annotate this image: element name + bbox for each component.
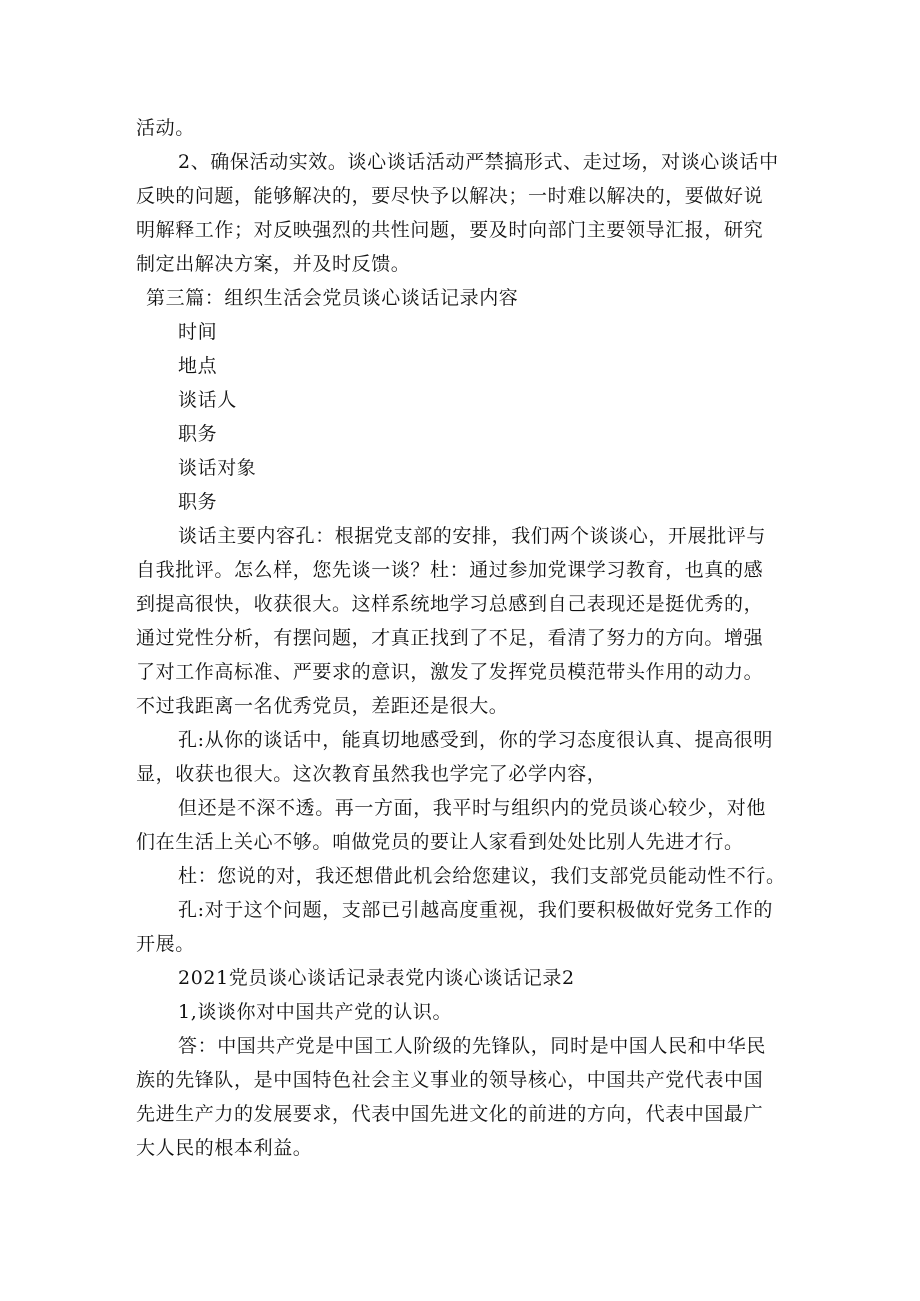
text-line: 孔:对于这个问题，支部已引越高度重视，我们要积极做好党务工作的 [178, 899, 774, 921]
text-line: 谈话主要内容孔：根据党支部的安排，我们两个谈谈心，开展批评与 [178, 525, 767, 547]
text-line: 先进生产力的发展要求，代表中国先进文化的前进的方向，代表中国最广 [136, 1103, 764, 1125]
text-line: 但还是不深不透。再一方面，我平时与组织内的党员谈心较少，对他 [178, 797, 767, 819]
text-line: 2、确保活动实效。谈心谈话活动严禁搞形式、走过场，对谈心谈话中 [178, 151, 779, 173]
text-line: 杜：您说的对，我还想借此机会给您建议，我们支部党员能动性不行。 [178, 865, 786, 887]
text-line: 大人民的根本利益。 [136, 1137, 313, 1159]
text-line: 明解释工作；对反映强烈的共性问题，要及时向部门主要领导汇报，研究 [136, 219, 764, 241]
text-line: 孔:从你的谈话中，能真切地感受到，你的学习态度很认真、提高很明 [178, 729, 774, 751]
text-line: 族的先锋队，是中国特色社会主义事业的领导核心，中国共产党代表中国 [136, 1069, 764, 1091]
text-line: 自我批评。怎么样，您先谈一谈？杜：通过参加党课学习教育，也真的感 [136, 559, 764, 581]
text-line: 谈话对象 [178, 457, 257, 479]
text-line: 谈话人 [178, 389, 237, 411]
text-line: 到提高很快，收获很大。这样系统地学习总感到自己表现还是挺优秀的， [136, 593, 764, 615]
section-heading: 第三篇：组织生活会党员谈心谈话记录内容 [146, 287, 519, 309]
text-line: 制定出解决方案，并及时反馈。 [136, 253, 411, 275]
text-line: 时间 [178, 321, 218, 343]
text-line: 通过党性分析，有摆问题，才真正找到了不足，看清了努力的方向。增强 [136, 627, 764, 649]
subheading: 2021党员谈心谈话记录表党内谈心谈话记录2 [178, 967, 575, 989]
text-line: 不过我距离一名优秀党员，差距还是很大。 [136, 695, 509, 717]
text-line: 活动。 [136, 117, 195, 139]
text-line: 们在生活上关心不够。咱做党员的要让人家看到处处比别人先进才行。 [136, 831, 744, 853]
text-line: 答：中国共产党是中国工人阶级的先锋队，同时是中国人民和中华民 [178, 1035, 767, 1057]
text-line: 职务 [178, 423, 218, 445]
text-line: 显，收获也很大。这次教育虽然我也学完了必学内容， [136, 763, 607, 785]
text-line: 反映的问题，能够解决的，要尽快予以解决；一时难以解决的，要做好说 [136, 185, 764, 207]
text-line: 了对工作高标准、严要求的意识，激发了发挥党员模范带头作用的动力。 [136, 661, 764, 683]
text-line: 开展。 [136, 933, 195, 955]
question-line: 1,谈谈你对中国共产党的认识。 [178, 1001, 453, 1023]
text-line: 职务 [178, 491, 218, 513]
text-line: 地点 [178, 355, 218, 377]
